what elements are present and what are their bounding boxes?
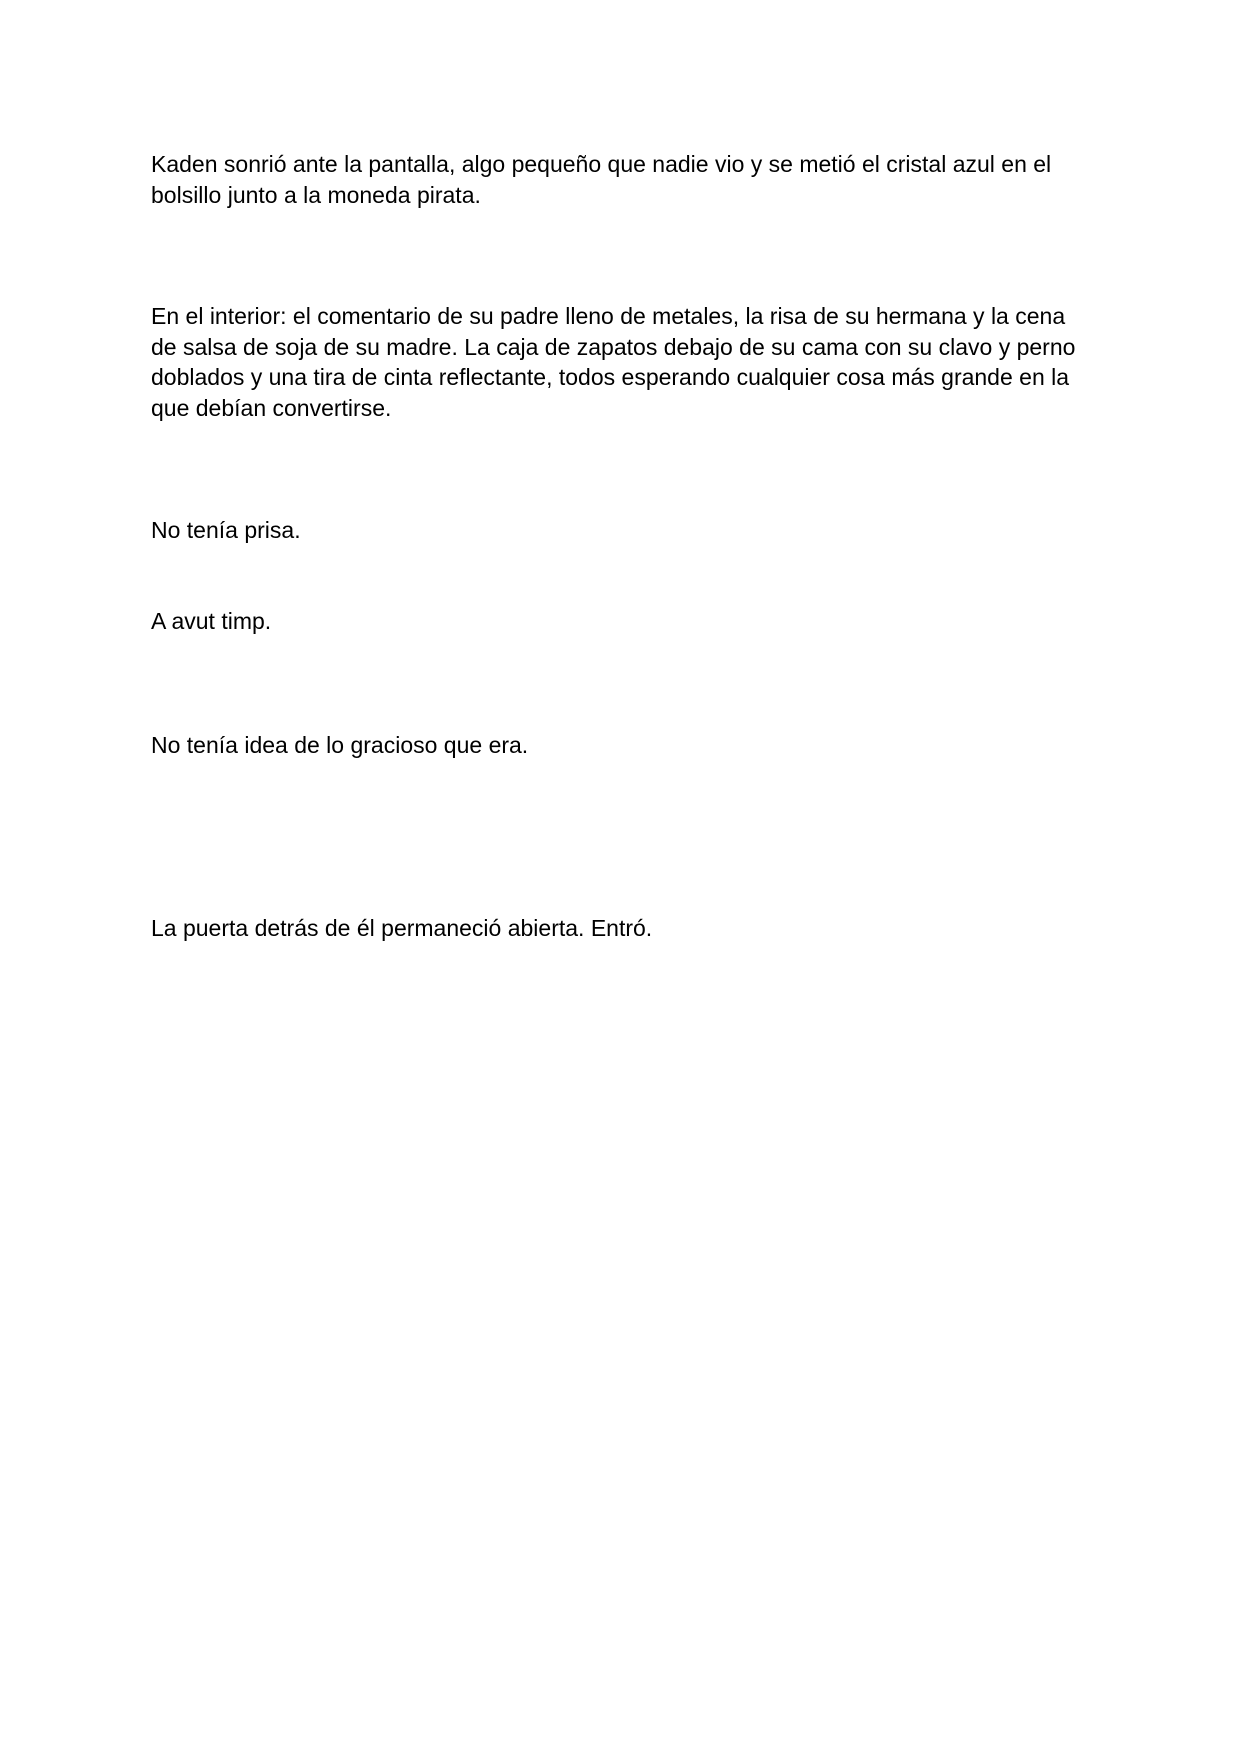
paragraph: En el interior: el comentario de su padre lleno de metales, la risa de su hermana y la cena de salsa de soja de su madre. La caja de zapatos debajo de su cama con su clavo y perno doblados y una tira de cinta reflectante, todos esperando cualquier cosa más grande en la que debían convertirse. <box>151 303 1076 421</box>
paragraph: No tenía idea de lo gracioso que era. <box>151 732 529 758</box>
paragraph: A avut timp. <box>151 608 272 634</box>
paragraph: Kaden sonrió ante la pantalla, algo pequeño que nadie vio y se metió el cristal azul en el bolsillo junto a la moneda pirata. <box>151 151 1052 208</box>
paragraph: La puerta detrás de él permaneció abierta. Entró. <box>151 915 653 941</box>
paragraph: No tenía prisa. <box>151 517 301 543</box>
